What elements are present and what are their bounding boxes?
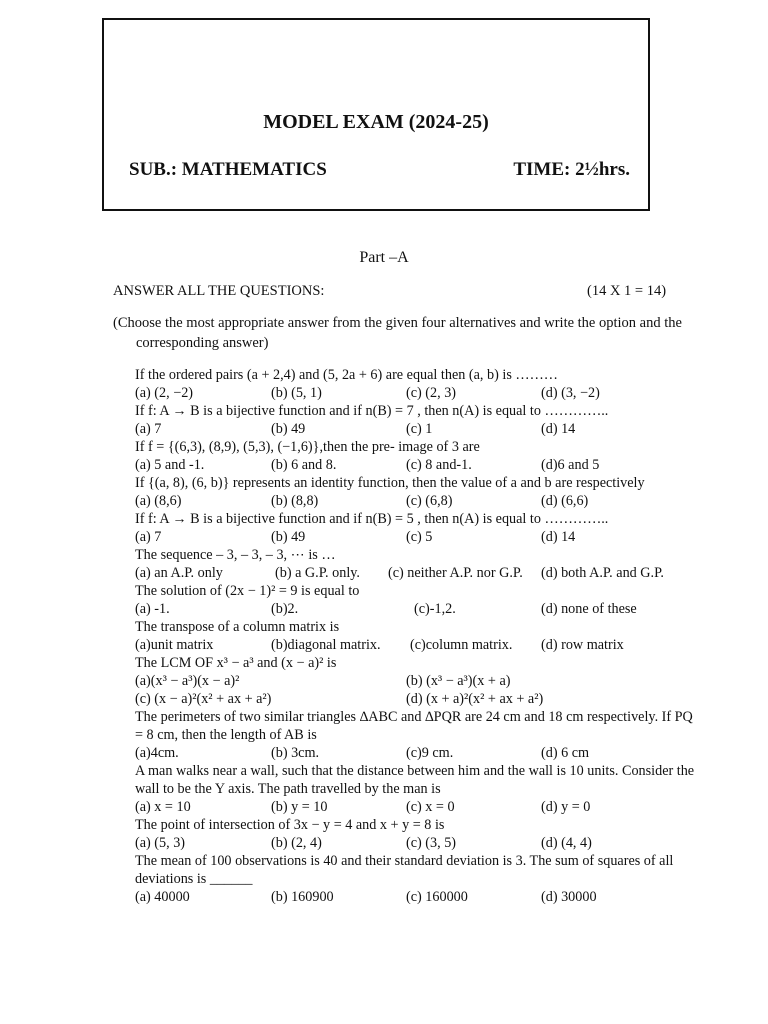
option-row [135,798,695,816]
option-row [135,744,695,762]
exam-header-box [102,18,650,211]
option-row [135,456,695,474]
question-4 [135,474,695,510]
option-d: (d) (6,6) [541,493,589,509]
question-text: The LCM OF x³ − a³ and (x − a)² is [135,655,337,671]
option-d: (d) (3, −2) [541,385,600,401]
option-c: (c) (2, 3) [406,385,457,401]
option-row [135,492,695,510]
option-d: (d) 14 [541,529,576,545]
question-list [135,366,695,906]
option-c: (c) (x − a)²(x² + ax + a²) [135,691,272,707]
option-c: (c) (3, 5) [406,835,457,851]
subject-label: SUB.: MATHEMATICS [129,159,327,180]
option-d: (d) both A.P. and G.P. [541,565,664,581]
option-row [135,528,695,546]
option-b: (b) 49 [271,529,306,545]
option-row [135,888,695,906]
question-text: If the ordered pairs (a + 2,4) and (5, 2a + 6) are equal then (a, b) is ……… [135,367,558,383]
option-b: (b) 160900 [271,889,334,905]
option-c: (c)-1,2. [414,601,456,617]
question-5 [135,510,695,546]
option-a: (a)(x³ − a³)(x − a)² [135,673,240,689]
option-a: (a) an A.P. only [135,565,223,581]
question-text: The transpose of a column matrix is [135,619,340,635]
option-b: (b) y = 10 [271,799,328,815]
option-b: (b) 3cm. [271,745,320,761]
question-text: The sequence – 3, – 3, – 3, ⋯ is … [135,547,336,563]
question-12 [135,816,695,852]
option-row [135,420,695,438]
option-b: (b)2. [271,601,299,617]
option-a: (a)4cm. [135,745,179,761]
option-row [135,690,695,708]
option-c: (c) (6,8) [406,493,453,509]
option-b: (b) (2, 4) [271,835,322,851]
option-c: (c) 160000 [406,889,468,905]
instruction-note: (Choose the most appropriate answer from the given four alternatives and write the option and the corresponding answer) [113,315,682,351]
question-6 [135,546,695,582]
option-a: (a) 7 [135,421,162,437]
option-a: (a) 5 and -1. [135,457,205,473]
option-row [135,384,695,402]
time-label: TIME: 2½hrs. [513,159,630,180]
question-text: The mean of 100 observations is 40 and their standard deviation is 3. The sum of squares of all deviations is ______ [135,853,674,887]
option-a: (a) (5, 3) [135,835,186,851]
option-d: (d) 14 [541,421,576,437]
option-a: (a) (8,6) [135,493,182,509]
option-a: (a) x = 10 [135,799,191,815]
option-b: (b) (x³ − a³)(x + a) [406,673,511,689]
option-a: (a)unit matrix [135,637,214,653]
option-c: (c) x = 0 [406,799,455,815]
question-text: The perimeters of two similar triangles ∆ABC and ∆PQR are 24 cm and 18 cm respectively. If PQ = 8 cm, then the length of AB is [135,709,693,743]
question-text: If f: A → B is a bijective function and if n(B) = 5 , then n(A) is equal to ………….. [135,511,609,527]
option-b: (b)diagonal matrix. [271,637,381,653]
question-text: If f: A → B is a bijective function and if n(B) = 7 , then n(A) is equal to ………….. [135,403,609,419]
question-9 [135,654,695,708]
option-row [135,636,695,654]
option-d: (d)6 and 5 [541,457,600,473]
question-3 [135,438,695,474]
question-13 [135,852,695,906]
exam-title: MODEL EXAM (2024-25) [263,111,489,133]
question-text: The point of intersection of 3x − y = 4 and x + y = 8 is [135,817,445,833]
question-text: If {(a, 8), (6, b)} represents an identity function, then the value of a and b are respectively [135,475,645,491]
question-text: If f = {(6,3), (8,9), (5,3), (−1,6)},then the pre- image of 3 are [135,439,480,455]
question-8 [135,618,695,654]
option-b: (b) 6 and 8. [271,457,337,473]
option-a: (a) 7 [135,529,162,545]
question-10 [135,708,695,762]
option-c: (c) neither A.P. nor G.P. [388,565,523,581]
option-b: (b) a G.P. only. [275,565,360,581]
option-d: (d) row matrix [541,637,624,653]
part-title: Part –A [359,249,409,266]
question-1 [135,366,695,402]
option-a: (a) 40000 [135,889,190,905]
question-text: A man walks near a wall, such that the distance between him and the wall is 10 units. Consider the wall to be the Y axis. The path travelled by the man is [135,763,695,797]
option-a: (a) (2, −2) [135,385,194,401]
option-row [135,600,695,618]
instruction: ANSWER ALL THE QUESTIONS: [113,283,325,299]
option-a: (a) -1. [135,601,170,617]
option-d: (d) 30000 [541,889,597,905]
option-b: (b) 49 [271,421,306,437]
question-7 [135,582,695,618]
option-row [135,672,695,690]
option-d: (d) (x + a)²(x² + ax + a²) [406,691,544,707]
option-c: (c) 8 and-1. [406,457,472,473]
option-d: (d) 6 cm [541,745,590,761]
option-d: (d) none of these [541,601,637,617]
option-b: (b) (5, 1) [271,385,322,401]
option-c: (c)column matrix. [410,637,513,653]
question-text: The solution of (2x − 1)² = 9 is equal to [135,583,360,599]
option-row [135,834,695,852]
question-2 [135,402,695,438]
option-b: (b) (8,8) [271,493,319,509]
option-c: (c) 1 [406,421,433,437]
option-row [135,564,695,582]
question-11 [135,762,695,816]
option-d: (d) (4, 4) [541,835,592,851]
option-d: (d) y = 0 [541,799,591,815]
marks-scheme: (14 X 1 = 14) [587,283,667,299]
option-c: (c)9 cm. [406,745,454,761]
option-c: (c) 5 [406,529,433,545]
